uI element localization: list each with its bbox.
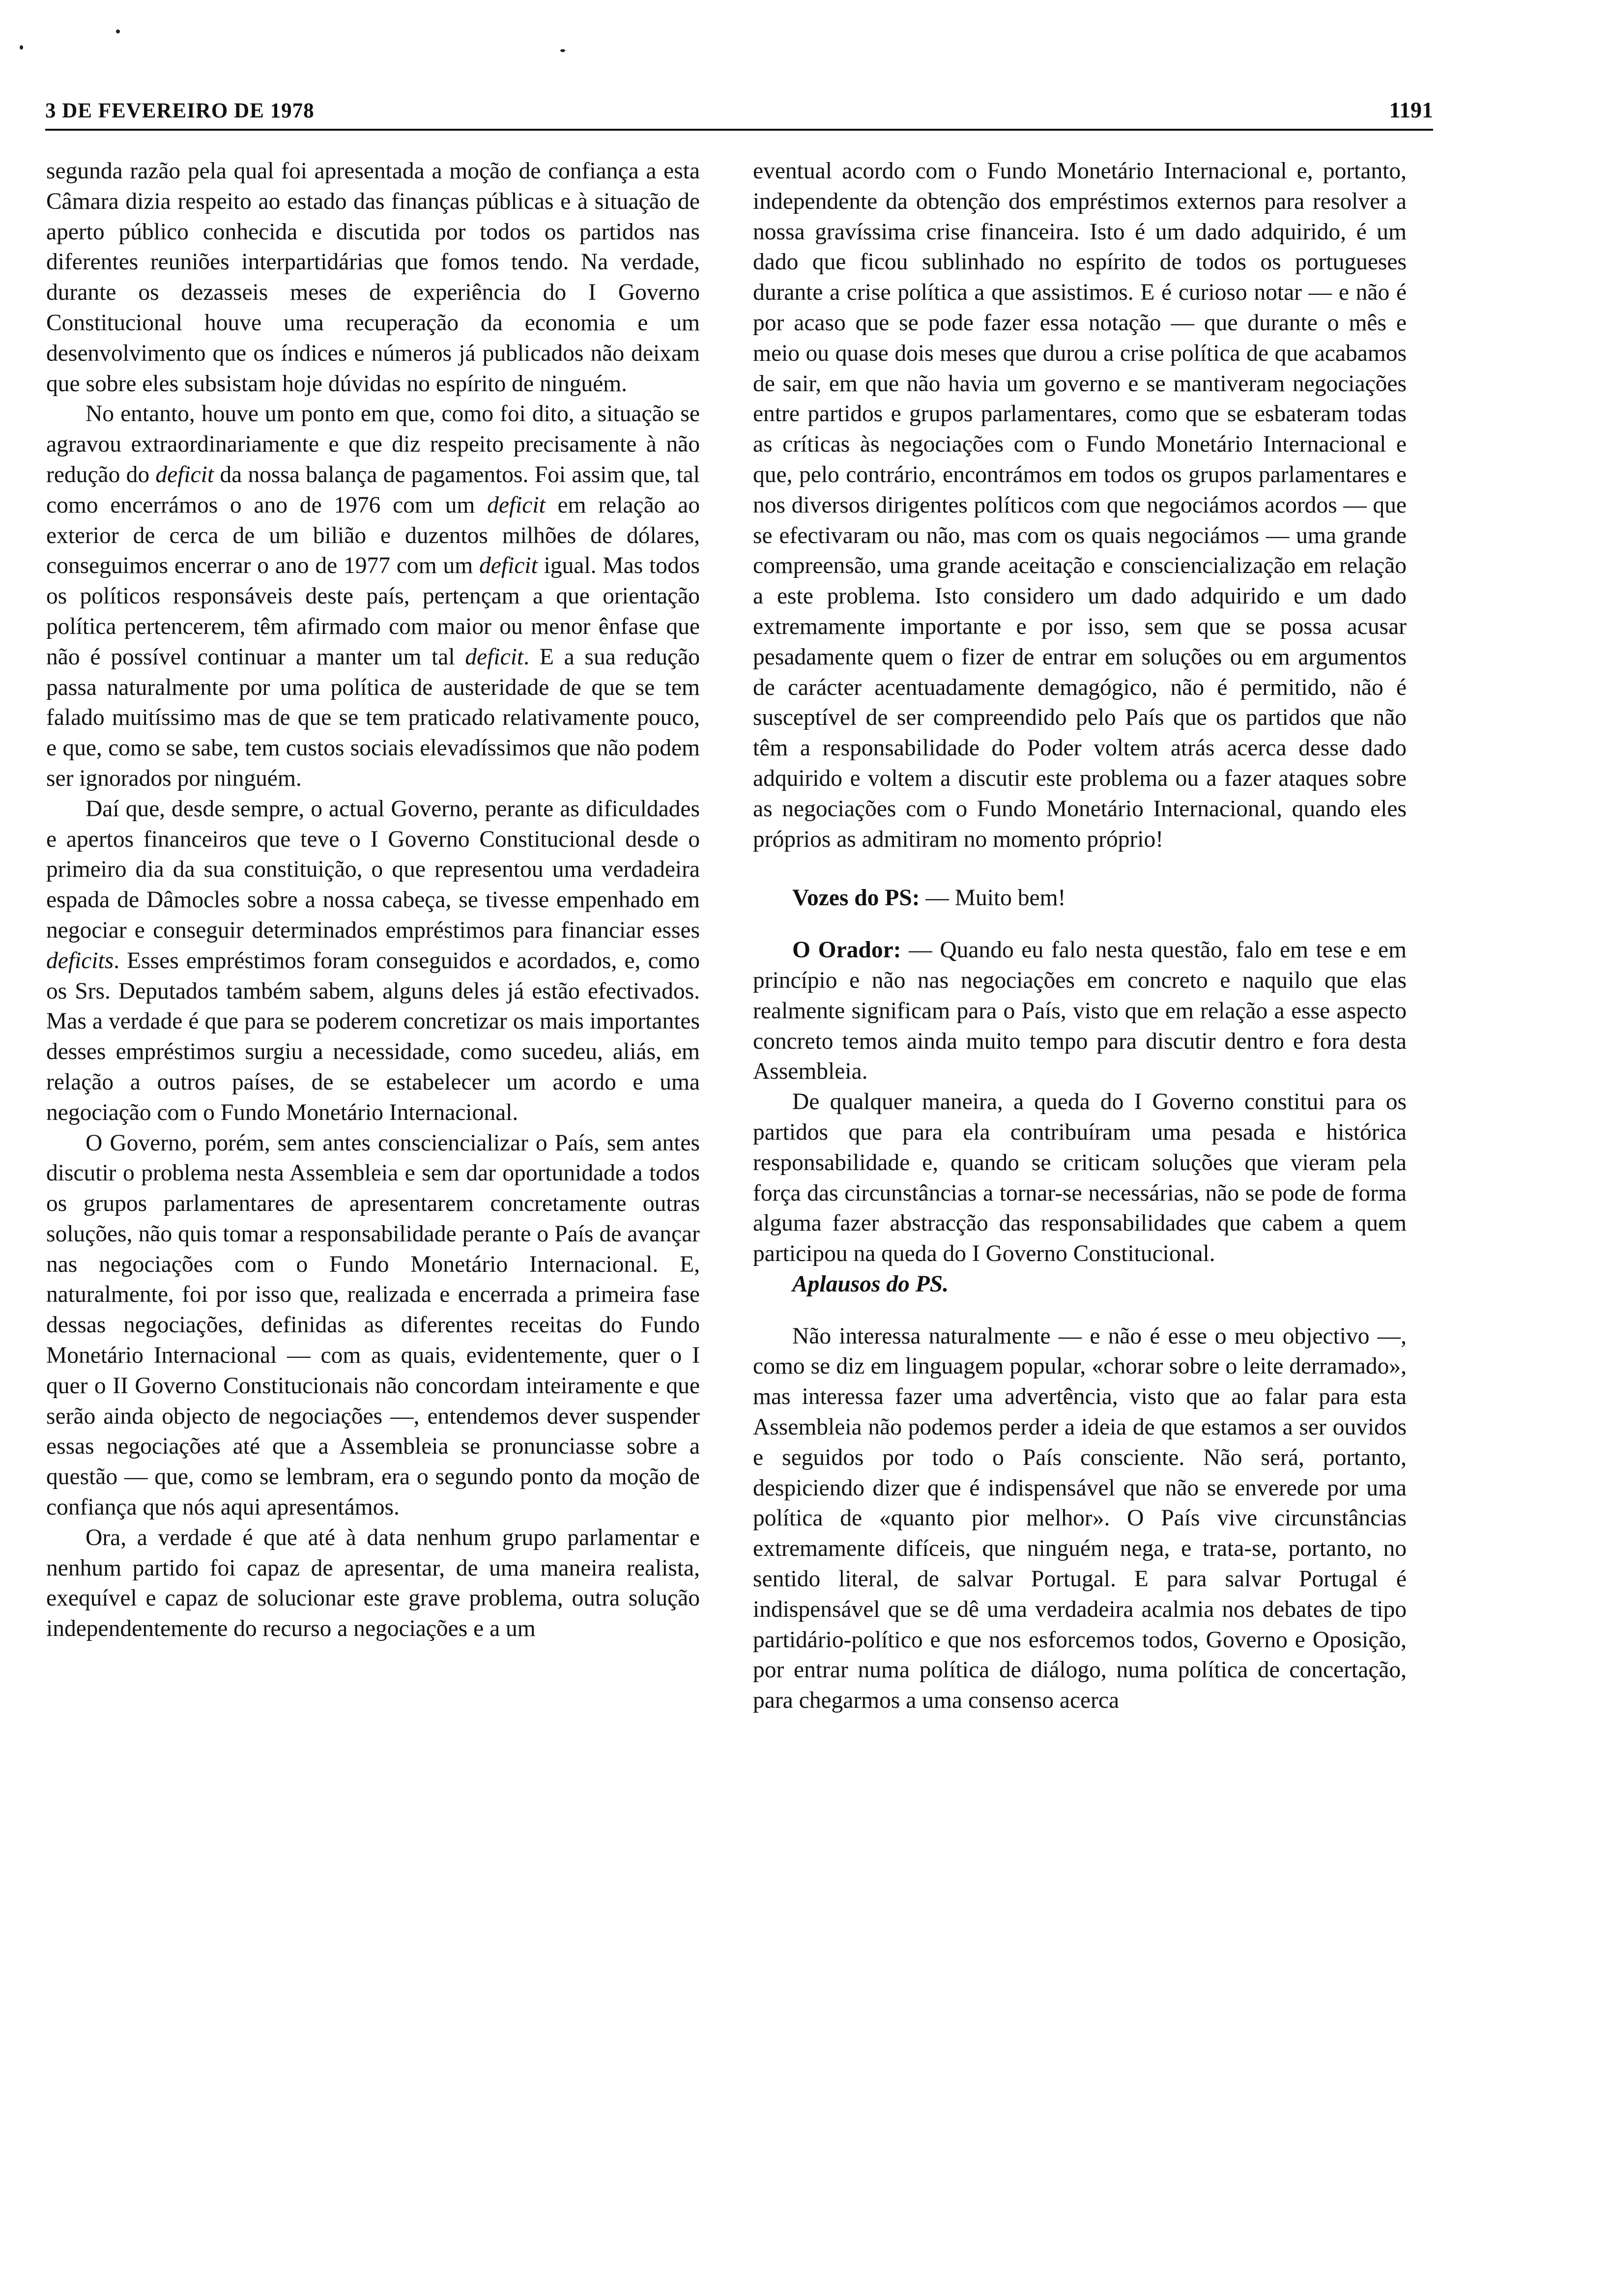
text-run: No entanto, houve um ponto em que, como foi dito, a situação se agravou extraordinariamente e que diz respeito precisamente à não redução do bbox=[46, 401, 700, 488]
page-number: 1191 bbox=[1389, 97, 1433, 122]
scan-speck bbox=[20, 45, 23, 50]
right-column bbox=[753, 156, 1407, 1716]
interjection bbox=[753, 883, 1407, 914]
scan-speck bbox=[116, 29, 120, 33]
paragraph: Ora, a verdade é que até à data nenhum grupo parlamentar e nenhum partido foi capaz de apresentar, de uma maneira realista, exequível e capaz de solucionar este grave problema, outra solução independentemente do recurso a negociações e a um bbox=[46, 1524, 700, 1642]
paragraph: De qualquer maneira, a queda do I Governo constitui para os partidos que para ela contribuíram uma pesada e histórica responsabilidade e, quando se criticam soluções que vieram pela força das circunstâncias a tornar-se necessárias, não se pode de forma alguma fazer abstracção das responsabilidades que cabem a quem participou na queda do I Governo Constitucional. bbox=[753, 1089, 1407, 1267]
speaker-label: O Orador: bbox=[792, 937, 901, 963]
paragraph bbox=[46, 794, 700, 1128]
italic-term: deficit bbox=[479, 553, 538, 579]
text-run: Daí que, desde sempre, o actual Governo, perante as dificuldades e apertos financeiros que teve o I Governo Constitucional desde o primeiro dia da sua constituição, o que representou uma verdadeira espada de Dâmocles sobre a nossa cabeça, se tivesse empenhado em negociar e conseguir determinados empréstimos para financiar esses bbox=[46, 796, 700, 943]
italic-term: deficit bbox=[487, 492, 546, 518]
speech bbox=[753, 935, 1407, 1087]
header-rule bbox=[45, 129, 1433, 131]
applause-note: Aplausos do PS. bbox=[792, 1271, 949, 1297]
left-column bbox=[46, 156, 700, 1644]
scan-speck bbox=[560, 49, 565, 52]
italic-term: deficits bbox=[46, 947, 114, 974]
speech-text: — Quando eu falo nesta questão, falo em tese e em princípio e não nas negociações em concreto e naquilo que elas realmente significam para o País, visto que em relação a esse aspecto concreto temos ainda muito tempo para discutir dentro e fora desta Assembleia. bbox=[753, 937, 1407, 1085]
text-run: em relação ao exterior de cerca de um bilião e duzentos milhões de dólares, conseguimos encerrar o ano de 1977 com um bbox=[46, 492, 700, 579]
italic-term: deficit bbox=[465, 644, 524, 670]
text-run: . Esses empréstimos foram conseguidos e acordados, e, como os Srs. Deputados também sabem, alguns deles já estão efectivados. Mas a verdade é que para se poderem concretizar os mais importantes desses empréstimos surgiu a necessidade, como sucedeu, aliás, em relação a outros países, de se estabelecer um acordo e uma negociação com o Fundo Monetário Internacional. bbox=[46, 947, 700, 1125]
speech-text: — Muito bem! bbox=[920, 885, 1066, 911]
header-date: 3 DE FEVEREIRO DE 1978 bbox=[45, 99, 315, 122]
text-run: . E a sua redução passa naturalmente por uma política de austeridade de que se tem falado muitíssimo mas de que se tem praticado relativamente pouco, e que, como se sabe, tem custos sociais elevadíssimos que não podem ser ignorados por ninguém. bbox=[46, 644, 700, 791]
page-header bbox=[45, 92, 1433, 127]
paragraph: O Governo, porém, sem antes consciencializar o País, sem antes discutir o problema nesta Assembleia e sem dar oportunidade a todos os grupos parlamentares de apresentarem concretamente outras soluções, não quis tomar a responsabilidade perante o País de avançar nas negociações com o Fundo Monetário Internacional. E, naturalmente, foi por isso que, realizada e encerrada a primeira fase dessas negociações, definidas as diferentes receitas do Fundo Monetário Internacional — com as quais, evidentemente, quer o I quer o II Governo Constitucionais não concordam inteiramente e que serão ainda objecto de negociações —, entendemos dever suspender essas negociações até que a Assembleia se pronunciasse sobre a questão — que, como se lembram, era o segundo ponto da moção de confiança que nós aqui apresentámos. bbox=[46, 1130, 700, 1521]
paragraph: Não interessa naturalmente — e não é esse o meu objectivo —, como se diz em linguagem popular, «chorar sobre o leite derramado», mas interessa fazer uma advertência, visto que ao falar para esta Assembleia não podemos perder a ideia de que estamos a ser ouvidos e seguidos por todo o País consciente. Não será, portanto, despiciendo dizer que é indispensável que não se enverede por uma política de «quanto pior melhor». O País vive circunstâncias extremamente difíceis, que ninguém nega, e trata-se, portanto, no sentido literal, de salvar Portugal. E para salvar Portugal é indispensável que se dê uma verdadeira acalmia nos debates de tipo partidário-político e que nos esforcemos todos, Governo e Oposição, por entrar numa política de diálogo, numa política de concertação, para chegarmos a uma consenso acerca bbox=[753, 1323, 1407, 1714]
text-run: da nossa balança de pagamentos. Foi assim que, tal como encerrámos o ano de 1976 com um bbox=[46, 461, 700, 518]
italic-term: deficit bbox=[155, 461, 214, 488]
speaker-label: Vozes do PS: bbox=[792, 885, 920, 911]
paragraph: segunda razão pela qual foi apresentada a moção de confiança a esta Câmara dizia respeito ao estado das finanças públicas e à situação de aperto público conhecida e discutida por todos os partidos nas diferentes reuniões interpartidárias que fomos tendo. Na verdade, durante os dezasseis meses de experiência do I Governo Constitucional houve uma recuperação da economia e um desenvolvimento que os índices e números já publicados não deixam que sobre eles subsistam hoje dúvidas no espírito de ninguém. bbox=[46, 158, 700, 397]
paragraph: eventual acordo com o Fundo Monetário Internacional e, portanto, independente da obtenção dos empréstimos externos para resolver a nossa gravíssima crise financeira. Isto é um dado adquirido, é um dado que ficou sublinhado no espírito de todos os portugueses durante a crise política a que assistimos. E é curioso notar — e não é por acaso que se pode fazer essa notação — que durante o mês e meio ou quase dois meses que durou a crise política de que acabamos de sair, em que não havia um governo e se mantiveram negociações entre partidos e grupos parlamentares, como que se esbateram todas as críticas às negociações com o Fundo Monetário Internacional e que, pelo contrário, encontrámos em todos os grupos parlamentares e nos diversos dirigentes políticos com que negociámos acordos — que se efectivaram ou não, mas com os quais negociámos — uma grande compreensão, uma grande aceitação e consciencialização em relação a este problema. Isto considero um dado adquirido e um dado extremamente importante e por isso, sem que se possa acusar pesadamente quem o fizer de entrar em soluções ou em argumentos de carácter acentuadamente demagógico, não é permitido, não é susceptível de ser compreendido pelo País que os partidos que não têm a responsabilidade do Poder voltem atrás acerca desse dado adquirido e voltem a discutir este problema ou a fazer ataques sobre as negociações com o Fundo Monetário Internacional, quando eles próprios as admitiram no momento próprio! bbox=[753, 158, 1407, 852]
paragraph bbox=[46, 399, 700, 794]
text-run: igual. Mas todos os políticos responsáveis deste país, pertençam a que orientação política pertencerem, têm afirmado com maior ou menor ênfase que não é possível continuar a manter um tal bbox=[46, 553, 700, 670]
